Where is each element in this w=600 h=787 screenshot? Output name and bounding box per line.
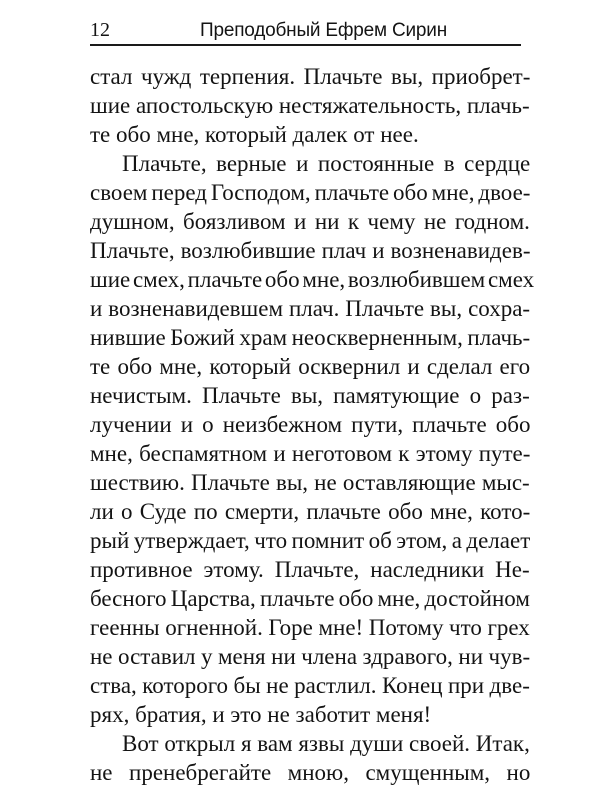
text-line: те обо мне, который осквернил и сделал его xyxy=(90,354,531,379)
text-line: рях, братия, и это не заботит меня! xyxy=(90,702,432,727)
text-line: лучении и о неизбежном пути, плачьте обо xyxy=(90,412,531,437)
text-line: шие апостольскую нестяжательность, плачь- xyxy=(90,93,530,118)
header-rule xyxy=(90,44,521,46)
text-line: шие смех, плачьте обо мне, возлюбившем смех xyxy=(90,267,535,292)
text-line: геенны огненной. Горе мне! Потому что грех xyxy=(90,615,530,640)
text-line: бесного Царства, плачьте обо мне, достойном xyxy=(90,586,530,611)
text-line: душном, боязливом и ни к чему не годном. xyxy=(90,209,530,234)
text-line: те обо мне, который далек от нее. xyxy=(90,122,419,147)
text-line: ства, которого бы не растлил. Конец при две- xyxy=(90,673,530,698)
text-line: мне, беспамятном и неготовом к этому путе- xyxy=(90,441,531,466)
text-line: рый утверждает, что помнит об этом, а делает xyxy=(90,528,531,553)
text-line: ли о Суде по смерти, плачьте обо мне, кото- xyxy=(90,499,531,524)
paragraph-first-line: Плачьте, верные и постоянные в сердце xyxy=(122,151,531,176)
text-line: стал чужд терпения. Плачьте вы, приобрет- xyxy=(90,64,531,89)
text-line: Плачьте, возлюбившие плач и возненавидев- xyxy=(90,238,531,263)
paragraph-first-line: Вот открыл я вам язвы души своей. Итак, xyxy=(122,731,530,756)
text-line: нечистым. Плачьте вы, памятующие о раз- xyxy=(90,383,530,408)
text-line: не пренебрегайте мною, смущенным, но xyxy=(90,760,531,785)
text-line: своем перед Господом, плачьте обо мне, двое- xyxy=(90,180,531,205)
page-number: 12 xyxy=(90,19,110,41)
text-line: и возненавидевшем плач. Плачьте вы, сохра- xyxy=(90,296,531,321)
body-text xyxy=(90,62,535,787)
page-header xyxy=(90,0,521,46)
text-line: шествию. Плачьте вы, не оставляющие мыс- xyxy=(90,470,530,495)
text-line: не оставил у меня ни члена здравого, ни чув- xyxy=(90,644,531,669)
running-title: Преподобный Ефрем Сирин xyxy=(200,20,447,41)
text-line: противное этому. Плачьте, наследники Не- xyxy=(90,557,530,582)
text-line: нившие Божий храм неоскверненным, плачь- xyxy=(90,325,531,350)
